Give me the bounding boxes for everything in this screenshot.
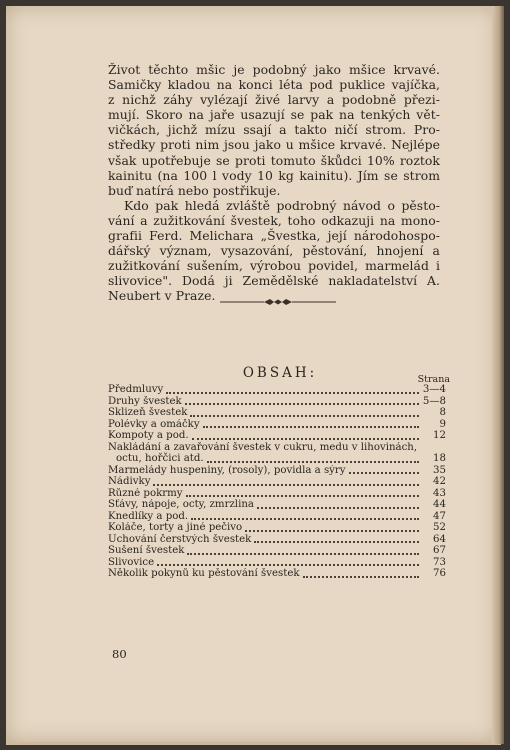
toc-entry-page: 64 xyxy=(433,533,446,545)
toc-entry-page: 67 xyxy=(433,545,446,556)
toc-leader-dots xyxy=(186,494,419,497)
toc-entry xyxy=(108,384,446,396)
toc-entry-title: Několik pokynů ku pěstování švestek xyxy=(108,568,300,579)
body-line: však upotřebuje se proti tomuto škůdci 10% roztok xyxy=(108,152,440,168)
toc-entry xyxy=(108,419,446,431)
page-edge xyxy=(492,6,504,744)
toc-entry xyxy=(108,396,446,408)
body-line: z nichž záhy vylézají živé larvy a podobně přezi- xyxy=(108,92,440,108)
toc-entry-page: 3—4 xyxy=(422,384,446,395)
toc-entry xyxy=(108,407,446,419)
toc-entry-page: 42 xyxy=(433,476,446,487)
toc-entry-title: Uchování čerstvých švestek xyxy=(108,533,252,545)
toc-entry-page: 5—8 xyxy=(422,395,446,407)
toc-entry-page: 73 xyxy=(433,556,446,568)
page-number: 80 xyxy=(112,647,127,661)
toc-entry-page: 76 xyxy=(433,568,446,579)
toc-entry-page: 44 xyxy=(433,499,446,510)
toc-entry-page: 52 xyxy=(433,522,446,533)
body-line: mují. Skoro na jaře usazují se pak na tenkých vět- xyxy=(108,107,440,123)
body-line: grafii Ferd. Melichara „Švestka, její národohospo- xyxy=(108,228,440,244)
toc-entry-page: 18 xyxy=(433,453,446,464)
toc-entry-title: Slivovice xyxy=(108,556,155,568)
toc-entry xyxy=(108,465,446,477)
toc-leader-dots xyxy=(190,414,419,417)
toc-entry-page: 43 xyxy=(433,487,446,499)
toc-leader-dots xyxy=(153,483,419,486)
body-line: zužitkování sušením, výrobou povidel, marmelád i xyxy=(108,258,440,274)
toc-entry xyxy=(108,534,446,546)
toc-entry-continuation xyxy=(108,453,446,465)
toc-entry-page: 35 xyxy=(433,464,446,476)
toc-entry-title: Knedlíky a pod. xyxy=(108,510,189,522)
toc-entry-page: 8 xyxy=(439,407,446,418)
toc-leader-dots xyxy=(203,425,419,428)
toc-entry-page: 9 xyxy=(439,418,446,430)
toc-entry xyxy=(108,442,446,465)
contents-heading: OBSAH: xyxy=(242,365,318,381)
body-line: Samičky kladou na konci léta pod puklice vajíčka, xyxy=(108,77,440,93)
toc-entry-title: Koláče, torty a jiné pečivo xyxy=(108,522,243,533)
table-of-contents xyxy=(108,384,446,580)
toc-leader-dots xyxy=(257,506,419,509)
toc-entry xyxy=(108,488,446,500)
body-line: vičkách, jichž mízu ssají a takto ničí strom. Pro- xyxy=(108,122,440,138)
toc-leader-dots xyxy=(191,517,419,520)
body-line: středky proti nim jsou jako u mšice krvavé. Nejlépe xyxy=(108,137,440,153)
toc-leader-dots xyxy=(303,575,419,578)
toc-entry xyxy=(108,499,446,511)
toc-entry xyxy=(108,476,446,488)
body-line: Život těchto mšic je podobný jako mšice krvavé. xyxy=(108,62,440,77)
toc-leader-dots xyxy=(254,540,419,543)
section-divider-ornament xyxy=(220,297,336,307)
body-line: slivovice". Dodá ji Zemědělské nakladatelství A. xyxy=(108,273,440,289)
toc-leader-dots xyxy=(245,529,419,532)
body-line: Kdo pak hledá zvláště podrobný návod o pěsto- xyxy=(124,197,440,213)
body-line: dářský význam, vysazování, pěstování, hnojení a xyxy=(108,243,440,259)
toc-leader-dots xyxy=(207,460,419,463)
toc-entry-title: Marmelády huspeniny, (rosoly), povidla a sýry xyxy=(108,464,346,476)
body-line: buď natírá nebo postřikuje. xyxy=(108,182,281,198)
body-line: Neubert v Praze. xyxy=(108,288,216,304)
toc-leader-dots xyxy=(349,471,419,474)
toc-entry-title: Polévky a omáčky xyxy=(108,418,200,430)
toc-leader-dots xyxy=(185,402,419,405)
toc-entry-title: Předmluvy xyxy=(108,384,164,395)
toc-entry-page: 47 xyxy=(433,510,446,522)
toc-entry-title: Různé pokrmy xyxy=(108,487,183,499)
toc-entry xyxy=(108,545,446,557)
toc-entry-page: 12 xyxy=(433,430,446,441)
toc-leader-dots xyxy=(187,552,419,555)
toc-entry xyxy=(108,557,446,569)
toc-entry-title: Sklizeň švestek xyxy=(108,407,188,418)
toc-entry-title: Nádivky xyxy=(108,476,151,487)
toc-entry-title: Druhy švestek xyxy=(108,395,182,407)
body-line: kainitu (na 100 l vody 10 kg kainitu). Jím se strom xyxy=(108,167,440,183)
body-text xyxy=(108,62,440,304)
toc-entry-title-continued: octu, hořčici atd. xyxy=(116,453,204,464)
toc-entry-title: Sušení švestek xyxy=(108,545,185,556)
toc-entry xyxy=(108,511,446,523)
toc-leader-dots xyxy=(157,563,419,566)
toc-entry xyxy=(108,430,446,442)
toc-leader-dots xyxy=(192,437,419,440)
toc-entry-title: Nakládání a zavařování švestek v cukru, medu v lihovinách, xyxy=(108,441,418,453)
body-line: vání a zužitkování švestek, toho odkazuji na mono- xyxy=(108,212,440,228)
toc-entry xyxy=(108,568,446,580)
toc-entry-title: Kompoty a pod. xyxy=(108,430,189,441)
toc-entry xyxy=(108,522,446,534)
toc-leader-dots xyxy=(166,391,419,394)
page-column-label: Strana xyxy=(417,374,450,385)
toc-entry-title: Šťávy, nápoje, octy, zmrzlina xyxy=(108,499,254,510)
